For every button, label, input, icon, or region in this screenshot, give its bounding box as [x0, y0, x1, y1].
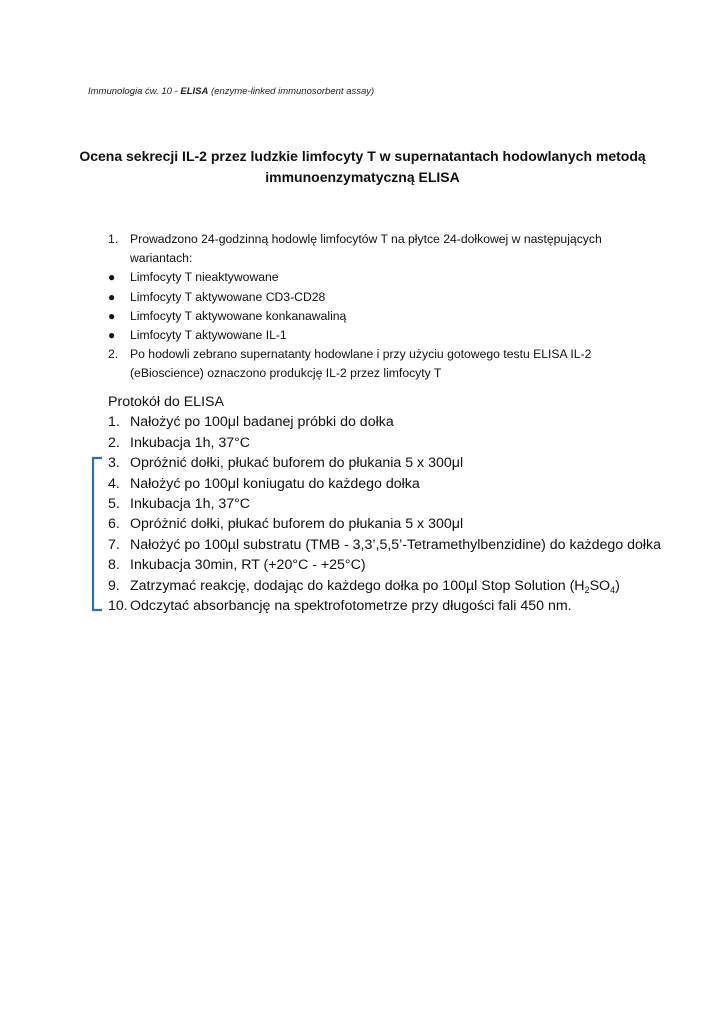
step-text: Nałożyć po 100μl koniugatu do każdego dołka: [130, 475, 420, 492]
protocol-step: [108, 576, 668, 596]
protocol-section: [108, 392, 668, 616]
step-text: Odczytać absorbancję na spektrofotometrze przy długości fali 450 nm.: [130, 598, 572, 615]
protocol-step: [108, 453, 668, 473]
intro-item-2: [108, 345, 668, 383]
header-note: [88, 86, 374, 97]
bullet-icon: ●: [108, 328, 116, 343]
bullet-item: [108, 288, 668, 307]
step-number: 4.: [108, 475, 120, 492]
intro-item-2-line-1: Po hodowli zebrano supernatanty hodowlane i przy użyciu gotowego testu ELISA IL-2: [130, 347, 592, 362]
intro-list: [108, 230, 668, 384]
item-number: 2.: [108, 347, 119, 362]
protocol-step: [108, 555, 668, 575]
bullet-icon: ●: [108, 289, 116, 304]
elisa-label: ELISA: [180, 86, 209, 97]
protocol-step: [108, 474, 668, 494]
bullet-text: Limfocyty T nieaktywowane: [130, 270, 279, 285]
bullet-item: [108, 326, 668, 345]
step-number: 6.: [108, 516, 120, 533]
protocol-step: [108, 412, 668, 432]
bullet-text: Limfocyty T aktywowane IL-1: [130, 328, 287, 343]
step-number: 10.: [108, 598, 128, 615]
step-number: 9.: [108, 577, 120, 594]
intro-item-1-line-2: wariantach:: [130, 251, 193, 266]
bullet-text: Limfocyty T aktywowane CD3-CD28: [130, 289, 326, 304]
step-number: 1.: [108, 414, 120, 431]
step-text: Nałożyć po 100μl badanej próbki do dołka: [130, 414, 394, 431]
step-number: 5.: [108, 496, 120, 513]
step-text: Inkubacja 1h, 37°C: [130, 434, 251, 451]
step-text: Inkubacja 1h, 37°C: [130, 496, 251, 513]
intro-item-1-line-1: Prowadzono 24-godzinną hodowlę limfocytów T na płytce 24-dołkowej w następujących: [130, 232, 602, 246]
bullet-icon: ●: [108, 308, 116, 323]
bullet-item: [108, 307, 668, 326]
title-line-2: immunoenzymatyczną ELISA: [265, 169, 460, 185]
step-number: 2.: [108, 434, 120, 451]
document-title: [60, 146, 665, 188]
item-number: 1.: [108, 232, 119, 246]
elisa-expansion: (enzyme-linked immunosorbent assay): [208, 86, 375, 97]
step-number: 3.: [108, 455, 120, 472]
protocol-step: [108, 494, 668, 514]
intro-item-2-line-2: (eBioscience) oznaczono produkcję IL-2 przez limfocyty T: [130, 366, 442, 381]
protocol-step: [108, 535, 668, 555]
step-text: Opróżnić dołki, płukać buforem do płukania 5 x 300μl: [130, 516, 464, 533]
protocol-heading: Protokół do ELISA: [108, 394, 224, 410]
intro-item-1: [108, 230, 668, 268]
step-text: Opróżnić dołki, płukać buforem do płukania 5 x 300μl: [130, 455, 464, 472]
title-line-1: Ocena sekrecji IL-2 przez ludzkie limfocyty T w supernatantach hodowlanych metodą: [79, 148, 646, 164]
repeat-bracket: [90, 456, 106, 612]
protocol-step: [108, 596, 668, 616]
step-number: 8.: [108, 557, 120, 574]
bullet-item: [108, 268, 668, 287]
step-text: Inkubacja 30min, RT (+20°C - +25°C): [130, 557, 366, 574]
protocol-step: [108, 433, 668, 453]
bullet-text: Limfocyty T aktywowane konkanawaliną: [130, 308, 347, 323]
course-label: Immunologia ćw. 10 -: [88, 86, 181, 97]
step-number: 7.: [108, 536, 120, 553]
protocol-step: [108, 514, 668, 534]
bullet-icon: ●: [108, 270, 116, 285]
step-text: Zatrzymać reakcję, dodając do każdego dołka po 100µl Stop Solution $(H_2SO_4)$: [130, 577, 620, 595]
step-text: Nałożyć po 100µl substratu (TMB - 3,3’,5,5’-Tetramethylbenzidine) do każdego dołka: [130, 536, 662, 553]
